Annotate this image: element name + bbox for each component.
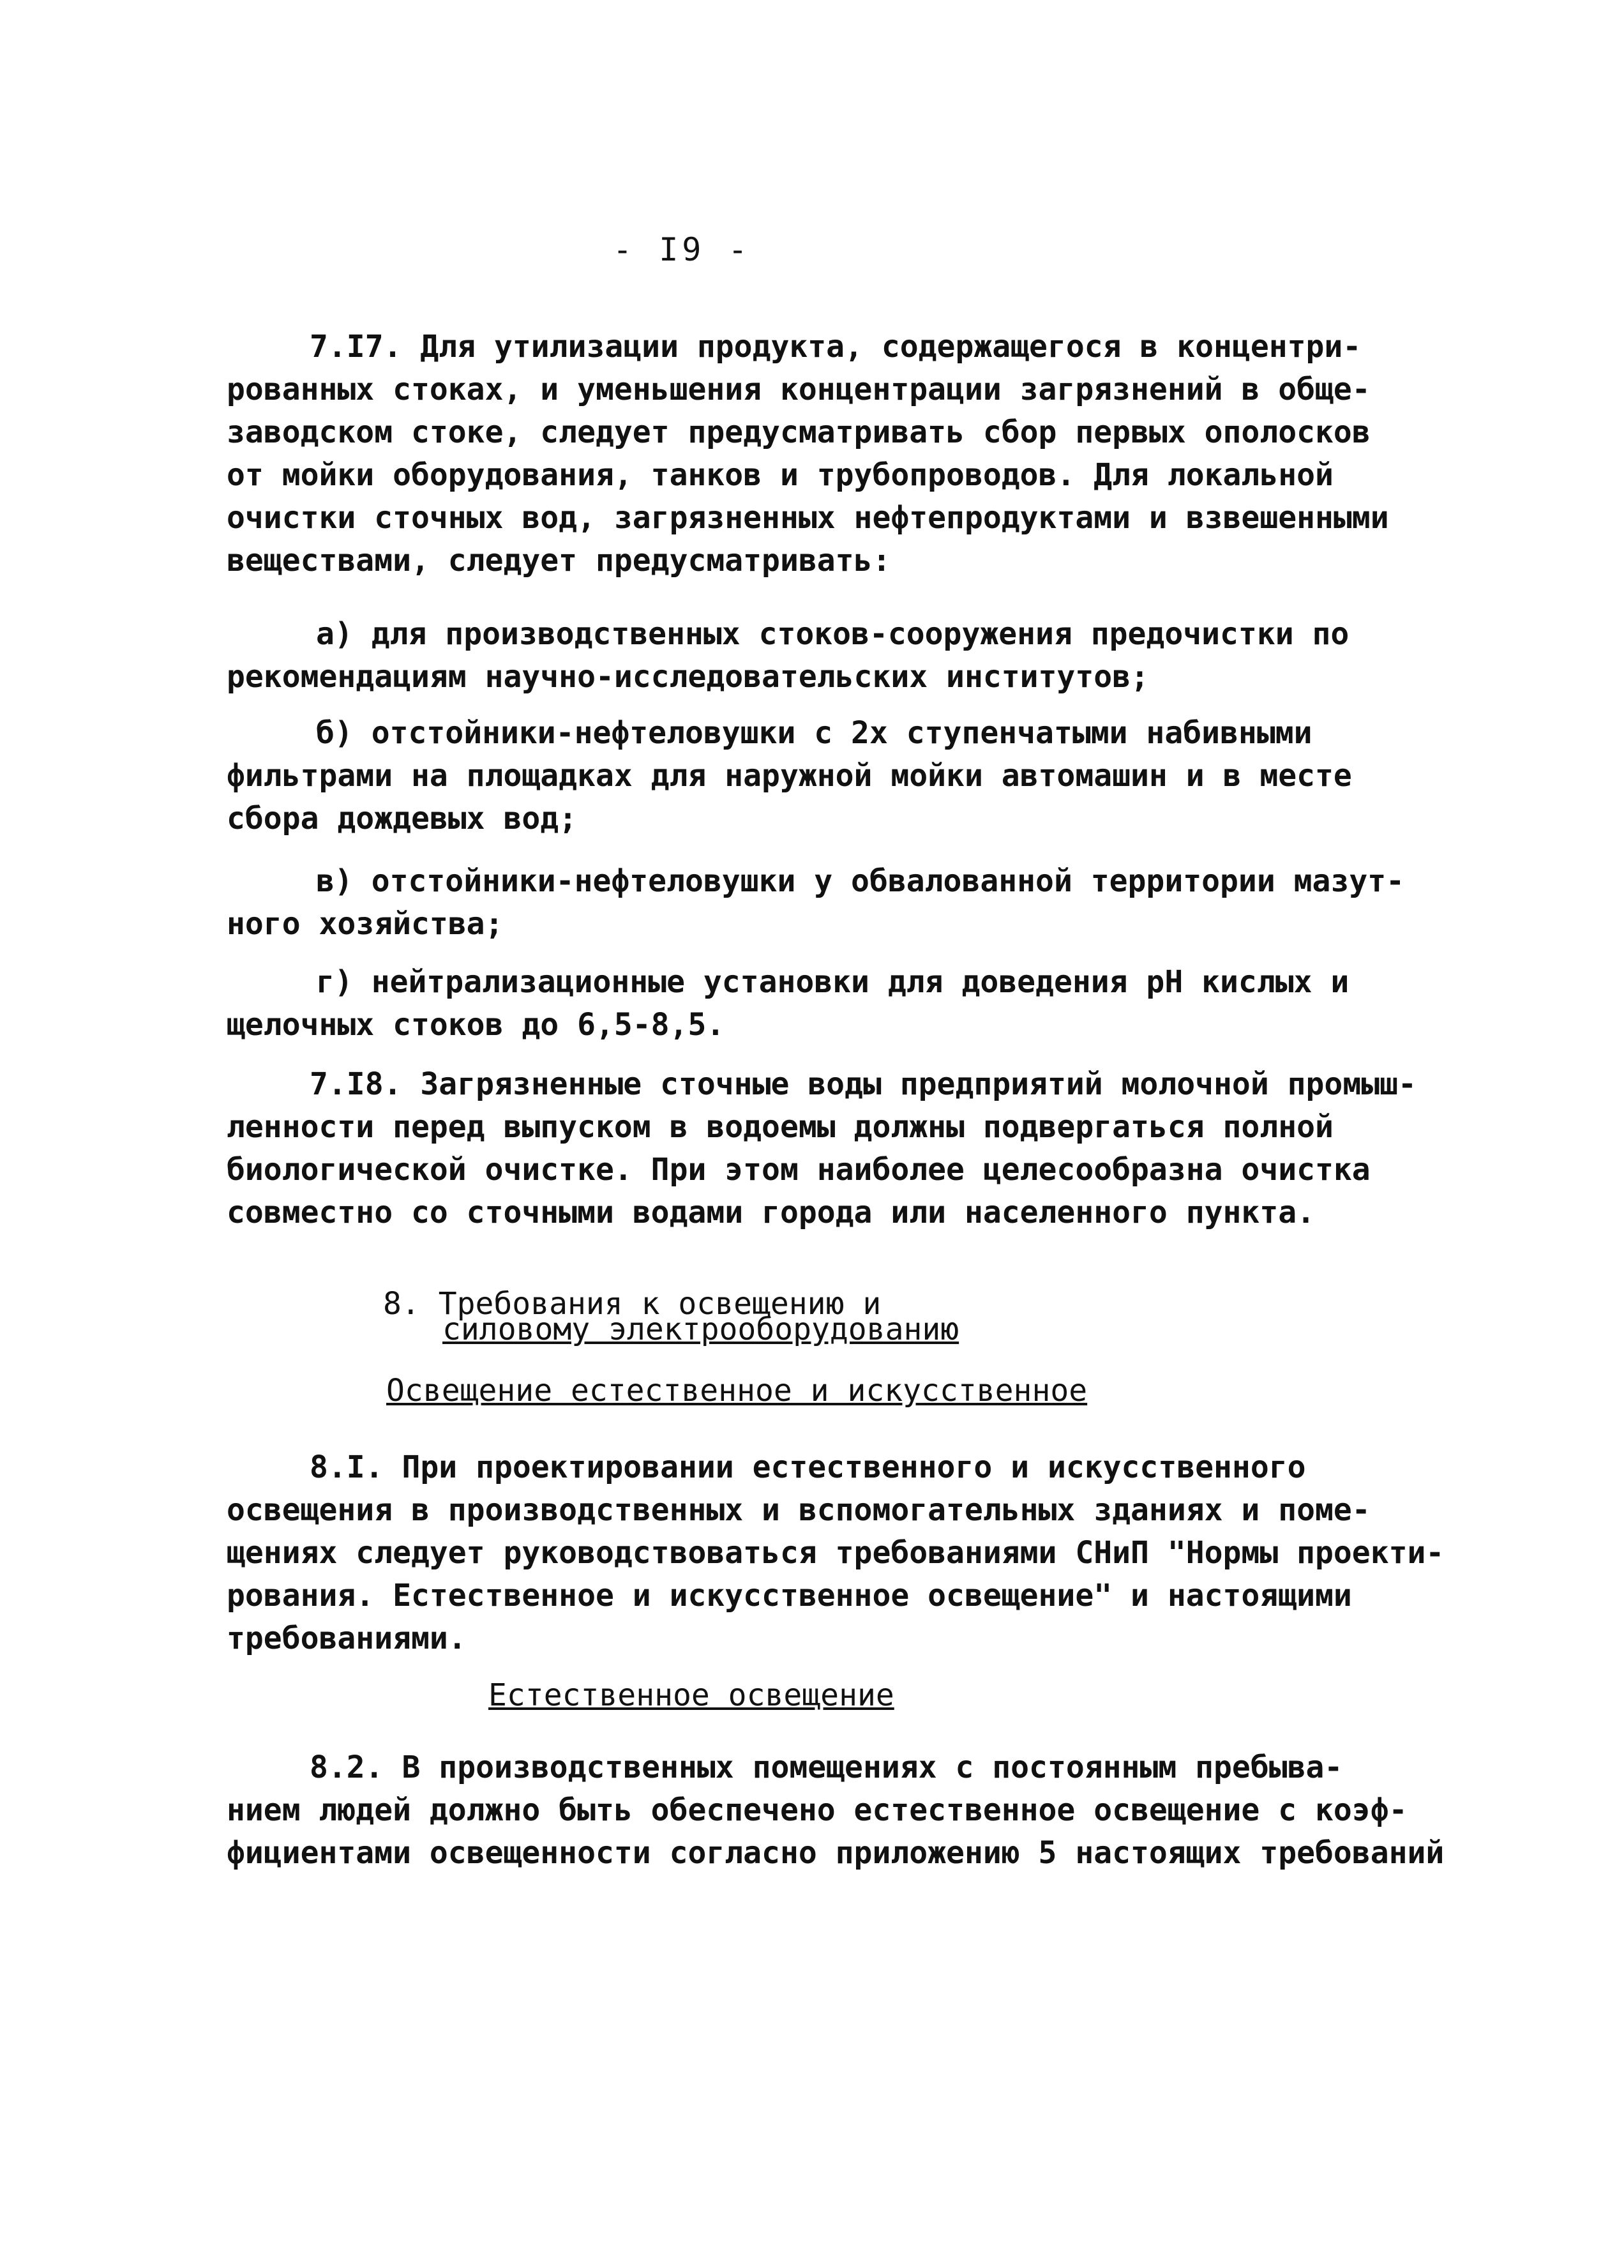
- list-item-line: ного хозяйства;: [227, 906, 504, 942]
- list-item-g: [227, 961, 1491, 1047]
- list-item-line: б) отстойники-нефтеловушки с 2х ступенчатыми набивными: [316, 715, 1312, 751]
- paragraph-line: освещения в производственных и вспомогательных зданиях и поме-: [227, 1492, 1371, 1528]
- paragraph-line: щениях следует руководствоваться требованиями СНиП "Нормы проекти-: [227, 1535, 1445, 1571]
- paragraph-line: нием людей должно быть обеспечено естественное освещение с коэф-: [227, 1792, 1408, 1828]
- list-item-line: в) отстойники-нефтеловушки у обвалованной территории мазут-: [316, 863, 1405, 899]
- paragraph-line: очистки сточных вод, загрязненных нефтепродуктами и взвешенными: [227, 500, 1389, 536]
- heading-line: 8. Требования к освещению и: [383, 1286, 882, 1322]
- paragraph-line: рованных стоках, и уменьшения концентрации загрязнений в обще-: [227, 372, 1371, 407]
- paragraph-line: фициентами освещенности согласно приложению 5 настоящих требований: [227, 1835, 1445, 1871]
- list-item-line: г) нейтрализационные установки для доведения рН кислых и: [316, 964, 1350, 1000]
- heading-line: силовому электрооборудованию: [442, 1312, 959, 1347]
- list-item-line: щелочных стоков до 6,5-8,5.: [227, 1007, 725, 1043]
- list-item-line: сбора дождевых вод;: [227, 801, 578, 836]
- paragraph-line: требованиями.: [227, 1621, 467, 1656]
- paragraph-8-2: [227, 1746, 1491, 1875]
- paragraph-line: заводском стоке, следует предусматривать сбор первых ополосков: [227, 414, 1371, 450]
- paragraph-line: 8.2. В производственных помещениях с постоянным пребыва-: [310, 1750, 1343, 1785]
- paragraph-line: 7.I8. Загрязненные сточные воды предприятий молочной промыш-: [310, 1066, 1417, 1102]
- list-item-line: фильтрами на площадках для наружной мойки автомашин и в месте: [227, 758, 1352, 794]
- paragraph-line: 7.I7. Для утилизации продукта, содержащегося в концентри-: [310, 329, 1362, 365]
- paragraph-line: биологической очистке. При этом наиболее целесообразна очистка: [227, 1152, 1371, 1188]
- paragraph-line: 8.I. При проектировании естественного и искусственного: [310, 1449, 1306, 1485]
- paragraph-line: от мойки оборудования, танков и трубопроводов. Для локальной: [227, 457, 1334, 493]
- paragraph-7-18: [227, 1063, 1491, 1234]
- paragraph-line: рования. Естественное и искусственное освещение" и настоящими: [227, 1578, 1352, 1614]
- list-item-line: а) для производственных стоков-сооружения предочистки по: [316, 616, 1350, 652]
- paragraph-8-1: [227, 1446, 1491, 1660]
- subheading-lighting: Освещение естественное и искусственное: [386, 1373, 1088, 1409]
- paragraph-7-17: [227, 326, 1491, 582]
- list-item-b: [227, 712, 1491, 840]
- paragraph-line: веществами, следует предусматривать:: [227, 543, 891, 578]
- list-item-line: рекомендациям научно-исследовательских институтов;: [227, 659, 1149, 695]
- section-8-heading: [383, 1286, 959, 1347]
- list-item-v: [227, 860, 1491, 946]
- page-number: - I9 -: [613, 231, 751, 268]
- paragraph-line: совместно со сточными водами города или населенного пункта.: [227, 1195, 1316, 1230]
- subheading-natural-lighting: Естественное освещение: [488, 1677, 894, 1713]
- list-item-a: [227, 613, 1491, 699]
- paragraph-line: ленности перед выпуском в водоемы должны подвергаться полной: [227, 1109, 1334, 1145]
